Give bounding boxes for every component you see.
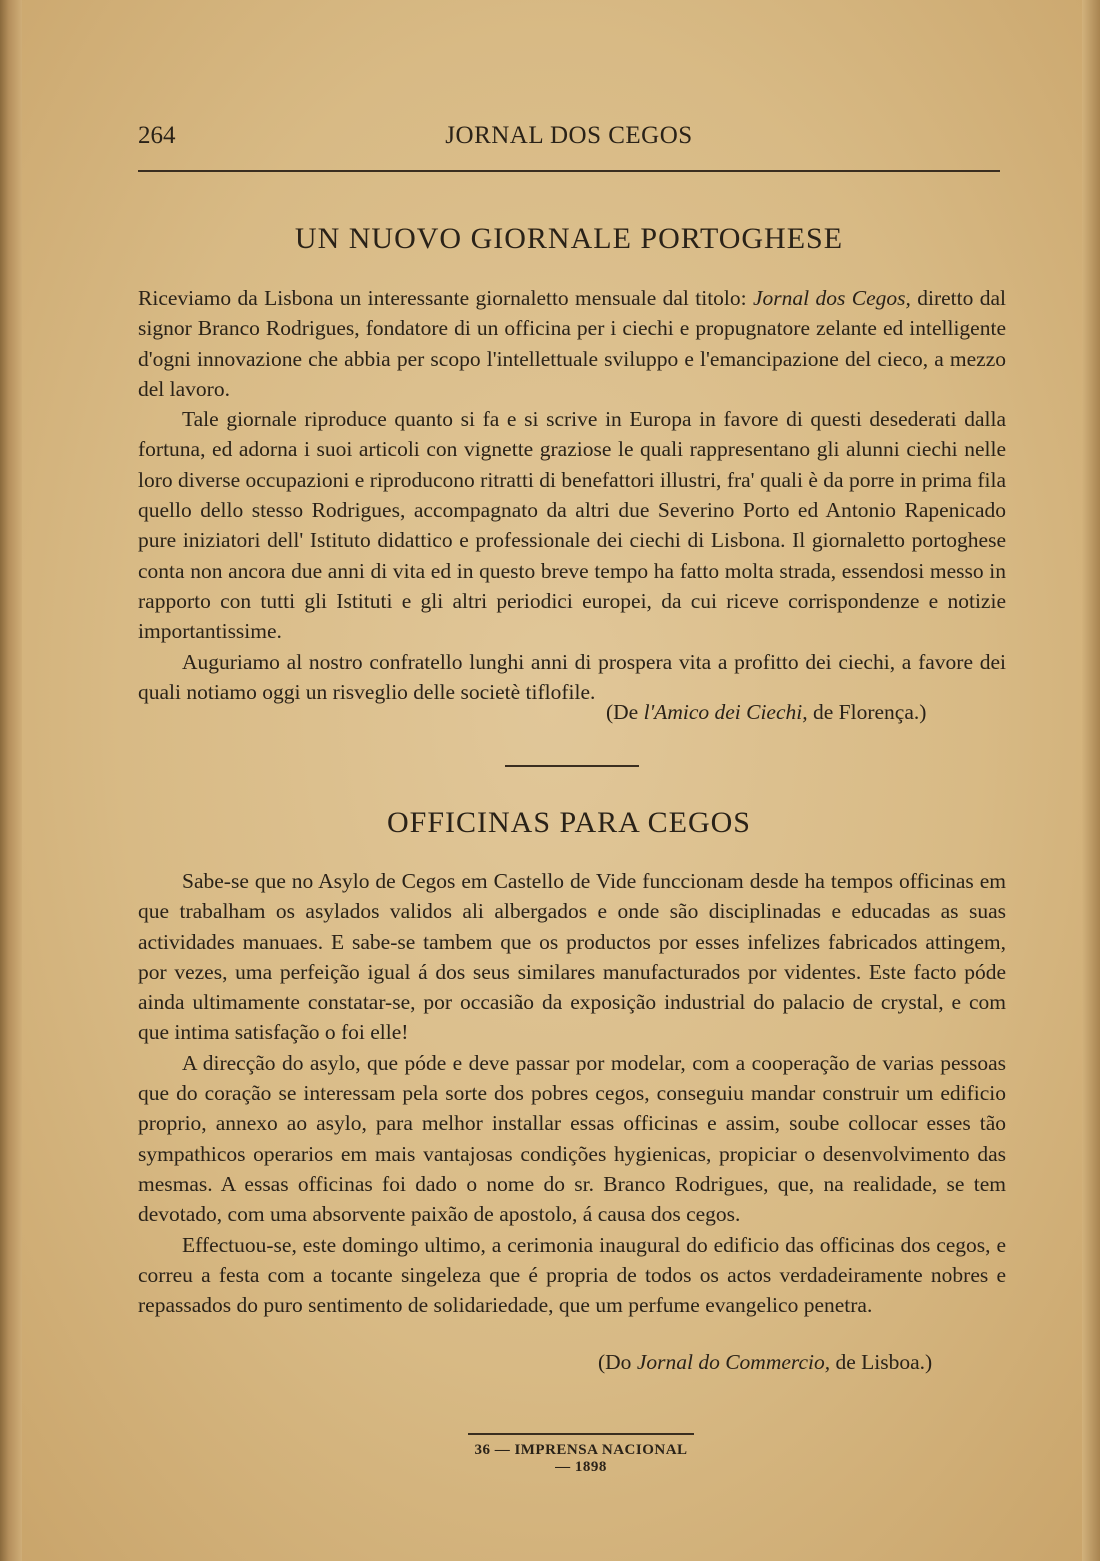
footer-rule — [468, 1433, 694, 1435]
article2-paragraph-3: Effectuou-se, este domingo ultimo, a cerimonia inaugural do edificio das officinas dos cegos, e correu a festa com a tocante singeleza que é propria de todos os actos verdadeiramente nobres e repassados do puro sentimento de solidariedade, que um perfume evangelico penetra. — [138, 1232, 1006, 1318]
article2-paragraph-1: Sabe-se que no Asylo de Cegos em Castello de Vide funccionam desde ha tempos officinas em que trabalham os asylados validos ali albergados e onde são disciplinadas e educadas as suas actividades manuaes. E sabe-se tambem que os productos por esses infelizes fabricados attingem, por vezes, uma perfeição igual á dos seus similares manufacturados por videntes. Este facto póde ainda ultimamente constatar-se, por occasião da exposição industrial do palacio de crystal, e com que intima satisfação o foi elle! — [138, 869, 1006, 1045]
binding-gutter — [0, 0, 22, 1561]
article1-paragraph-1: Riceviamo da Lisbona un interessante giornaletto mensuale dal titolo: Jornal dos Cegos, diretto dal signor Branco Rodrigues, fondatore di un officina per i ciechi e propugnatore zelante ed intelligente d'ogni innovazione che abbia per scopo l'intellettuale sviluppo e l'emancipazione del cieco, a mezzo del lavoro. — [138, 286, 1007, 401]
article1-credit: (De l'Amico dei Ciechi, de Florença.) — [606, 700, 927, 724]
section-separator — [505, 765, 639, 767]
article2-credit: (Do Jornal do Commercio, de Lisboa.) — [598, 1350, 933, 1374]
article2-paragraph-2: A direcção do asylo, que póde e deve passar por modelar, com a cooperação de varias pessoas que do coração se interessam pela sorte dos pobres cegos, conseguiu mandar construir um edificio proprio, annexo ao asylo, para melhor installar essas officinas e assim, soube collocar esses tão sympathicos operarios em mais vantajosas condições hygienicas, propiciar o desenvolvimento das mesmas. A essas officinas foi dado o nome do sr. Branco Rodrigues, que, na realidade, se tem devotado, com uma absorvente paixão de apostolo, á causa dos cegos. — [138, 1050, 1006, 1227]
article1-title: UN NUOVO GIORNALE PORTOGHESE — [294, 222, 844, 255]
page-number: 264 — [138, 122, 176, 149]
page-header — [138, 122, 1000, 162]
running-title: JORNAL DOS CEGOS — [445, 122, 693, 149]
article2-body — [138, 866, 1006, 1320]
article1-paragraph-3: Auguriamo al nostro confratello lunghi anni di prospera vita a profitto dei ciechi, a favore dei quali notiamo oggi un risveglio delle societè tiflofile. — [138, 649, 1006, 704]
printer-imprint: 36 — IMPRENSA NACIONAL — 1898 — [474, 1442, 688, 1475]
article2-title: OFFICINAS PARA CEGOS — [386, 806, 751, 839]
article1-body — [138, 283, 1006, 707]
article1-paragraph-2: Tale giornale riproduce quanto si fa e si scrive in Europa in favore di questi desederati dalla fortuna, ed adorna i suoi articoli con vignette graziose le quali rappresentano gli alunni ciechi nelle loro diverse occupazioni e riproducono ritratti di benefattori illustri, fra' quali è da porre in prima fila quello dello stesso Rodrigues, accompagnato da altri due Severino Porto ed Antonio Rapenicado pure iniziatori dell' Istituto didattico e professionale dei ciechi di Lisbona. Il giornaletto portoghese conta non ancora due anni di vita ed in questo breve tempo ha fatto molta strada, essendosi messo in rapporto con tutti gli Istituti e gli altri periodici europei, da cui riceve corrispondenze e notizie importantissime. — [138, 407, 1006, 644]
header-rule — [138, 170, 1000, 172]
page-edge — [1082, 0, 1100, 1561]
